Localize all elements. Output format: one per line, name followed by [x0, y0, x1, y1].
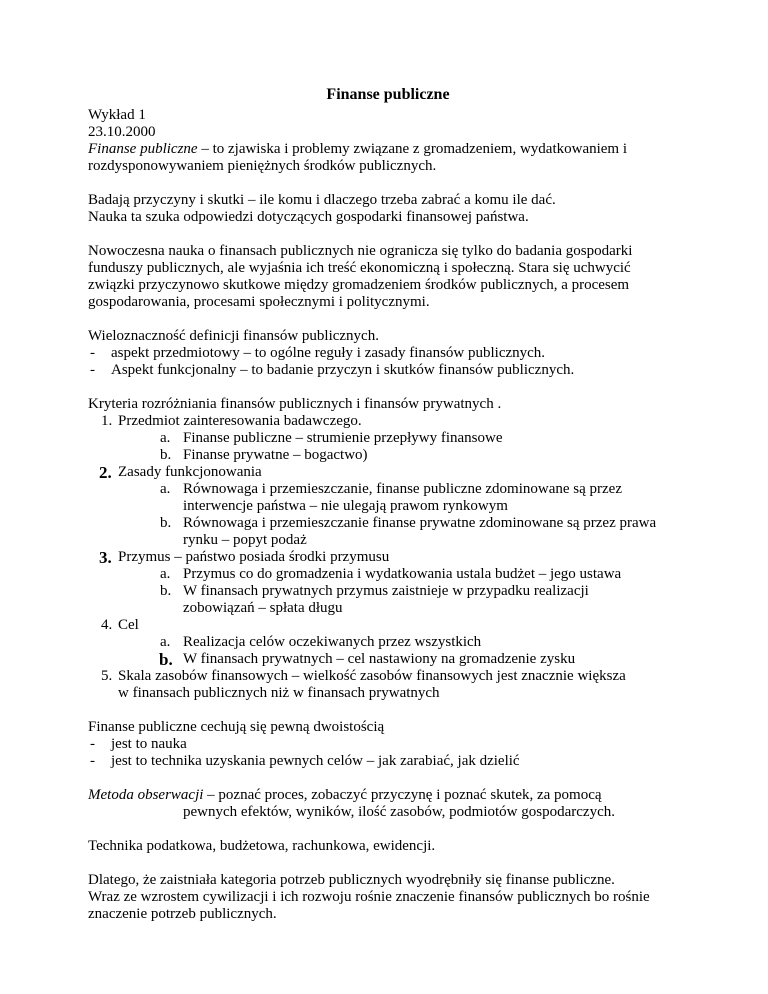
- criteria-item-5-continued: w finansach publicznych niż w finansach prywatnych: [118, 685, 440, 701]
- method-line-2: pewnych efektów, wyników, ilość zasobów, podmiotów gospodarczych.: [183, 804, 615, 820]
- criteria-subitem: a. Równowaga i przemieszczanie, finanse publiczne zdominowane są przez: [160, 481, 622, 497]
- criteria-subitem: b. Równowaga i przemieszczanie finanse prywatne zdominowane są przez prawa: [160, 515, 657, 531]
- paragraph-line: funduszy publicznych, ale wyjaśnia ich treść ekonomiczną i społeczną. Stara się uchwycić: [88, 260, 631, 276]
- criteria-subitem-continued: rynku – popyt podaż: [183, 532, 307, 548]
- technique-line: Technika podatkowa, budżetowa, rachunkowa, ewidencji.: [88, 838, 436, 854]
- method-term: Metoda obserwacji: [88, 787, 204, 803]
- list-item: - jest to nauka: [90, 736, 187, 752]
- lecture-date: 23.10.2000: [88, 124, 156, 140]
- lecture-label: Wykład 1: [88, 107, 146, 123]
- criteria-subitem: a. Przymus co do gromadzenia i wydatkowania ustala budżet – jego ustawa: [160, 566, 622, 582]
- criteria-item-1: 1. Przedmiot zainteresowania badawczego.: [101, 413, 362, 429]
- method-line-1: Metoda obserwacji – poznać proces, zobaczyć przyczynę i poznać skutek, za pomocą: [88, 787, 602, 803]
- list-item: - aspekt przedmiotowy – to ogólne reguły i zasady finansów publicznych.: [90, 345, 546, 361]
- document-title: Finanse publiczne: [326, 86, 450, 103]
- duality-intro: Finanse publiczne cechują się pewną dwoistością: [88, 719, 385, 735]
- criteria-subitem: b. W finansach prywatnych – cel nastawiony na gromadzenie zysku: [159, 650, 576, 669]
- definition-line-2: rozdysponowywaniem pieniężnych środków publicznych.: [88, 158, 437, 174]
- criteria-subitem: b. Finanse prywatne – bogactwo): [160, 447, 368, 463]
- criteria-subitem-continued: zobowiązań – spłata długu: [183, 600, 343, 616]
- criteria-item-2: 2. Zasady funkcjonowania: [99, 463, 262, 482]
- criteria-item-5: 5. Skala zasobów finansowych – wielkość zasobów finansowych jest znacznie większa: [101, 668, 626, 684]
- criteria-item-4: 4. Cel: [101, 617, 139, 633]
- paragraph-line: gospodarowania, procesami społecznymi i politycznymi.: [88, 294, 430, 310]
- paragraph-line: znaczenie potrzeb publicznych.: [88, 906, 277, 922]
- paragraph-line: związki przyczynowo skutkowe między gromadzeniem środków publicznych, a procesem: [88, 277, 630, 293]
- criteria-item-3: 3. Przymus – państwo posiada środki przymusu: [99, 548, 390, 567]
- document-page: [88, 86, 688, 923]
- criteria-intro: Kryteria rozróżniania finansów publicznych i finansów prywatnych .: [88, 396, 502, 412]
- criteria-subitem-continued: interwencje państwa – nie ulegają prawom rynkowym: [183, 498, 508, 514]
- criteria-subitem: a. Realizacja celów oczekiwanych przez wszystkich: [160, 634, 482, 650]
- list-item: - Aspekt funkcjonalny – to badanie przyczyn i skutków finansów publicznych.: [90, 362, 575, 378]
- paragraph-line: Wraz ze wzrostem cywilizacji i ich rozwoju rośnie znaczenie finansów publicznych bo rośnie: [88, 889, 650, 905]
- paragraph-line: Nauka ta szuka odpowiedzi dotyczących gospodarki finansowej państwa.: [88, 209, 529, 225]
- paragraph-line: Dlatego, że zaistniała kategoria potrzeb publicznych wyodrębniły się finanse publiczne.: [88, 872, 615, 888]
- criteria-subitem: a. Finanse publiczne – strumienie przepływy finansowe: [160, 430, 503, 446]
- definition-line-1: Finanse publiczne – to zjawiska i problemy związane z gromadzeniem, wydatkowaniem i: [88, 141, 628, 157]
- ambiguity-intro: Wieloznaczność definicji finansów publicznych.: [88, 328, 379, 344]
- paragraph-line: Badają przyczyny i skutki – ile komu i dlaczego trzeba zabrać a komu ile dać.: [88, 192, 556, 208]
- paragraph-line: Nowoczesna nauka o finansach publicznych nie ogranicza się tylko do badania gospodarki: [88, 243, 633, 259]
- definition-term: Finanse publiczne: [88, 141, 198, 157]
- list-item: - jest to technika uzyskania pewnych celów – jak zarabiać, jak dzielić: [90, 753, 520, 769]
- criteria-subitem: b. W finansach prywatnych przymus zaistnieje w przypadku realizacji: [160, 583, 589, 599]
